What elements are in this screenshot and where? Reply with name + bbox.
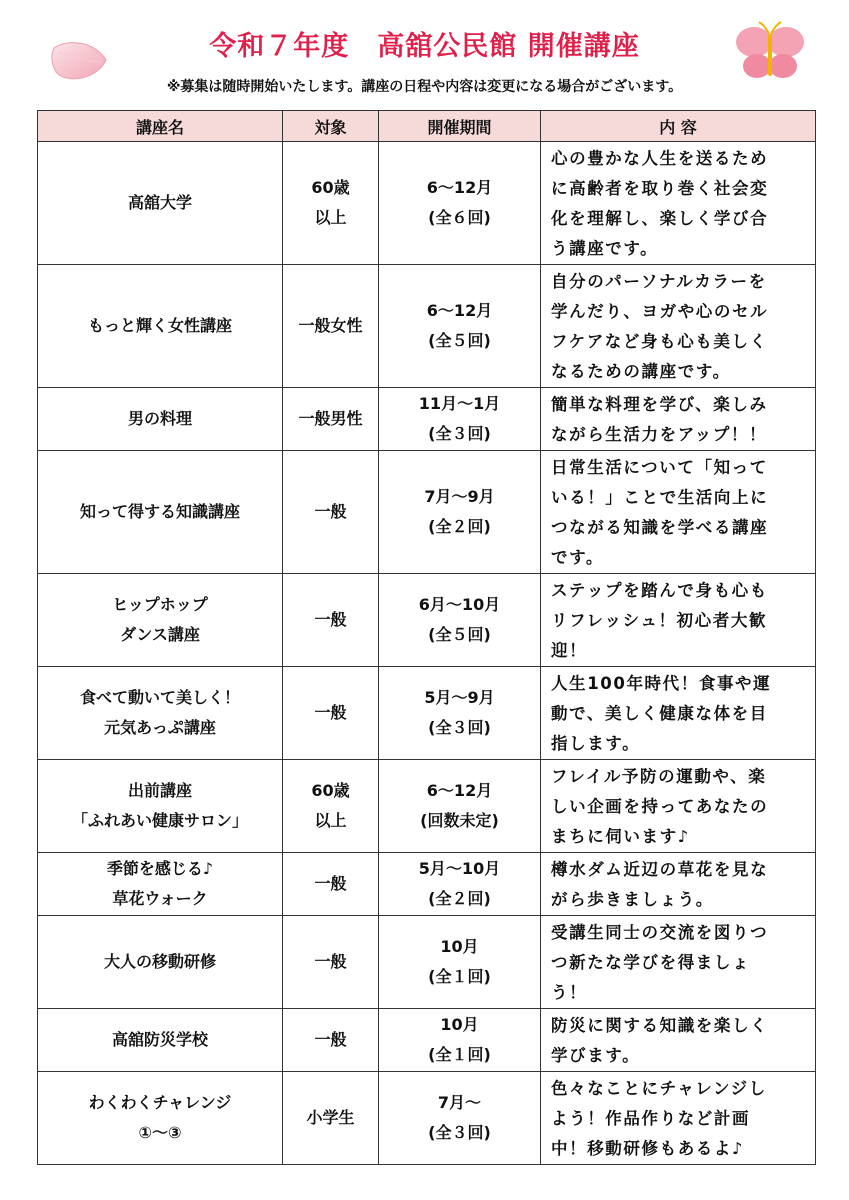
content-cell xyxy=(541,916,816,1009)
course-name-cell xyxy=(38,1072,283,1165)
content-line: まちに伺います♪ xyxy=(551,827,690,846)
content-line: 心の豊かな人生を送るため xyxy=(551,149,769,168)
content-line: 樽水ダム近辺の草花を見な xyxy=(551,860,769,879)
content-cell xyxy=(541,1072,816,1165)
notice-text: ※募集は随時開始いたします。講座の日程や内容は変更になる場合がございます。 xyxy=(166,79,683,95)
course-name-line: 知って得する知識講座 xyxy=(79,502,240,521)
course-name-line: 高舘防災学校 xyxy=(111,1030,208,1049)
content-cell xyxy=(541,574,816,667)
target-line: 一般 xyxy=(314,502,347,521)
content-line: 簡単な料理を学び、楽しみ xyxy=(551,395,768,414)
content-line: 色々なことにチャレンジし xyxy=(551,1079,767,1098)
period-line: (全５回) xyxy=(428,331,491,350)
period-line: 6月～10月 xyxy=(418,595,501,614)
course-name-cell xyxy=(38,574,283,667)
content-cell xyxy=(541,388,816,451)
course-name-line: もっと輝く女性講座 xyxy=(87,316,232,335)
content-line: リフレッシュ！初心者大歓 xyxy=(551,611,768,630)
target-line: 一般 xyxy=(314,874,347,893)
period-line: (全６回) xyxy=(428,208,491,227)
target-cell xyxy=(283,142,379,265)
period-cell xyxy=(379,916,541,1009)
period-line: 10月 xyxy=(440,937,479,956)
content-line: フレイル予防の運動や、楽 xyxy=(551,767,767,786)
content-line: 受講生同士の交流を図りつ xyxy=(551,923,769,942)
course-name-cell xyxy=(38,916,283,1009)
target-cell xyxy=(283,1072,379,1165)
target-line: 一般 xyxy=(314,703,347,722)
course-name-line: 「ふれあい健康サロン」 xyxy=(71,811,248,830)
content-cell xyxy=(541,265,816,388)
course-table xyxy=(37,110,816,1165)
period-line: 6～12月 xyxy=(426,781,493,800)
content-line: 日常生活について「知って xyxy=(551,458,768,477)
table-row xyxy=(38,667,816,760)
period-line: 6～12月 xyxy=(426,301,493,320)
target-line: 小学生 xyxy=(306,1108,355,1127)
period-line: 7月～ xyxy=(437,1093,482,1112)
table-row xyxy=(38,760,816,853)
course-name-line: 元気あっぷ講座 xyxy=(104,718,216,737)
period-cell xyxy=(379,853,541,916)
target-line: 一般男性 xyxy=(298,409,363,428)
course-name-cell xyxy=(38,142,283,265)
target-line: 一般 xyxy=(314,1030,347,1049)
content-line: ながら生活力をアップ！！ xyxy=(551,425,768,444)
content-line: 人生100年時代！食事や運 xyxy=(551,674,772,693)
period-cell xyxy=(379,265,541,388)
content-line: 中！移動研修もあるよ♪ xyxy=(551,1139,745,1158)
table-row xyxy=(38,916,816,1009)
period-line: 6～12月 xyxy=(426,178,493,197)
period-line: 5月～9月 xyxy=(424,688,495,707)
course-name-line: ダンス講座 xyxy=(120,625,200,644)
column-header-content: 内 容 xyxy=(541,111,816,142)
period-cell xyxy=(379,451,541,574)
content-line: つながる知識を学べる講座 xyxy=(551,518,769,537)
column-header-period: 開催期間 xyxy=(379,111,541,142)
period-line: (回数未定) xyxy=(420,811,499,830)
course-name-cell xyxy=(38,388,283,451)
content-line: う講座です。 xyxy=(551,239,659,258)
course-name-line: 大人の移動研修 xyxy=(103,952,216,971)
course-name-cell xyxy=(38,1009,283,1072)
course-name-cell xyxy=(38,667,283,760)
period-line: 5月～10月 xyxy=(418,859,501,878)
table-row xyxy=(38,265,816,388)
target-line: 以上 xyxy=(314,811,347,830)
course-name-line: 季節を感じる♪ xyxy=(106,859,214,878)
content-line: に高齢者を取り巻く社会変 xyxy=(551,179,769,198)
course-name-cell xyxy=(38,853,283,916)
course-name-cell xyxy=(38,451,283,574)
course-name-line: ①～③ xyxy=(138,1123,182,1142)
target-line: 一般 xyxy=(314,610,347,629)
content-line: 学びます。 xyxy=(551,1046,641,1065)
table-row xyxy=(38,451,816,574)
content-line: フケアなど身も心も美しく xyxy=(551,332,768,351)
page-title: 令和７年度 高舘公民館 開催講座 xyxy=(209,31,640,62)
period-cell xyxy=(379,1072,541,1165)
period-line: (全２回) xyxy=(428,517,491,536)
content-cell xyxy=(541,451,816,574)
table-row xyxy=(38,1072,816,1165)
content-line: 防災に関する知識を楽しく xyxy=(551,1016,769,1035)
period-cell xyxy=(379,142,541,265)
content-line: 動で、美しく健康な体を目 xyxy=(551,704,768,723)
period-cell xyxy=(379,1009,541,1072)
content-cell xyxy=(541,853,816,916)
period-cell xyxy=(379,574,541,667)
content-line: しい企画を持ってあなたの xyxy=(551,797,769,816)
target-line: 以上 xyxy=(314,208,347,227)
table-header-row xyxy=(38,111,816,142)
content-line: 化を理解し、楽しく学び合 xyxy=(551,209,769,228)
period-line: 10月 xyxy=(440,1015,479,1034)
content-line: ステップを踏んで身も心も xyxy=(551,581,768,600)
column-header-course-name: 講座名 xyxy=(38,111,283,142)
content-line: 迎！ xyxy=(551,641,588,660)
period-line: (全２回) xyxy=(428,889,491,908)
content-line: 自分のパーソナルカラーを xyxy=(551,272,767,291)
target-line: 一般 xyxy=(314,952,347,971)
course-name-line: 男の料理 xyxy=(127,409,192,428)
content-cell xyxy=(541,142,816,265)
target-cell xyxy=(283,916,379,1009)
period-line: 7月～9月 xyxy=(424,487,495,506)
period-cell xyxy=(379,667,541,760)
period-line: (全１回) xyxy=(428,1045,491,1064)
course-name-line: 食べて動いて美しく！ xyxy=(79,688,240,707)
period-line: 11月～1月 xyxy=(418,394,501,413)
content-line: です。 xyxy=(551,548,604,567)
content-cell xyxy=(541,667,816,760)
target-cell xyxy=(283,388,379,451)
content-cell xyxy=(541,760,816,853)
target-line: 一般女性 xyxy=(298,316,363,335)
period-cell xyxy=(379,388,541,451)
course-name-line: 高舘大学 xyxy=(127,193,192,212)
target-cell xyxy=(283,760,379,853)
course-name-cell xyxy=(38,760,283,853)
content-line: よう！作品作りなど計画 xyxy=(551,1109,751,1128)
column-header-target: 対象 xyxy=(283,111,379,142)
table-row xyxy=(38,853,816,916)
course-name-cell xyxy=(38,265,283,388)
course-name-line: わくわくチャレンジ xyxy=(88,1093,232,1112)
course-name-line: 出前講座 xyxy=(127,781,192,800)
target-cell xyxy=(283,853,379,916)
content-line: なるための講座です。 xyxy=(551,362,731,381)
content-cell xyxy=(541,1009,816,1072)
course-name-line: 草花ウォーク xyxy=(112,889,208,908)
content-line: う！ xyxy=(551,983,588,1002)
content-line: がら歩きましょう。 xyxy=(551,890,714,909)
content-line: いる！」ことで生活向上に xyxy=(551,488,769,507)
period-line: (全３回) xyxy=(428,424,491,443)
content-line: 学んだり、ヨガや心のセル xyxy=(551,302,769,321)
target-cell xyxy=(283,574,379,667)
target-cell xyxy=(283,265,379,388)
course-name-line: ヒップホップ xyxy=(112,595,208,614)
table-row xyxy=(38,142,816,265)
target-cell xyxy=(283,667,379,760)
target-line: 60歳 xyxy=(311,178,350,197)
content-line: 指します。 xyxy=(551,734,641,753)
period-line: (全３回) xyxy=(428,718,491,737)
table-row xyxy=(38,574,816,667)
content-line: つ新たな学びを得ましょ xyxy=(551,953,751,972)
period-line: (全５回) xyxy=(428,625,491,644)
period-line: (全１回) xyxy=(428,967,491,986)
period-cell xyxy=(379,760,541,853)
target-cell xyxy=(283,451,379,574)
period-line: (全３回) xyxy=(428,1123,491,1142)
table-row xyxy=(38,388,816,451)
target-cell xyxy=(283,1009,379,1072)
table-row xyxy=(38,1009,816,1072)
target-line: 60歳 xyxy=(311,781,350,800)
